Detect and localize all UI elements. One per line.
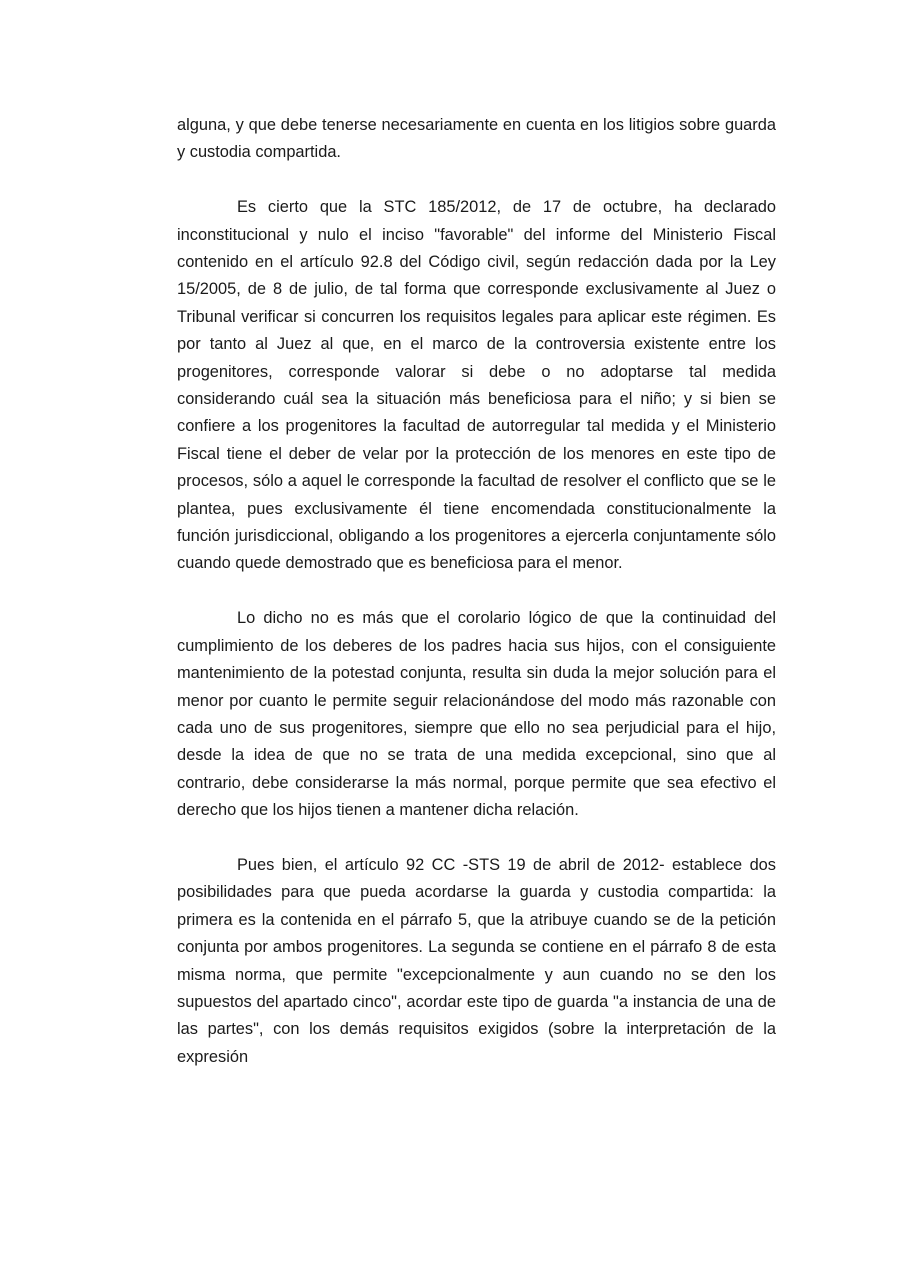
paragraph-stc-185-2012: Es cierto que la STC 185/2012, de 17 de octubre, ha declarado inconstitucional y nulo el inciso "favorable" del informe del Ministerio Fiscal contenido en el artículo 92.8 del Código civil, según redacción dada por la Ley 15/2005, de 8 de julio, de tal forma que corresponde exclusivamente al Juez o Tribunal verificar si concurren los requisitos legales para aplicar este régimen. Es por tanto al Juez al que, en el marco de la controversia existente entre los progenitores, corresponde valorar si debe o no adoptarse tal medida considerando cuál sea la situación más beneficiosa para el niño; y si bien se confiere a los progenitores la facultad de autorregular tal medida y el Ministerio Fiscal tiene el deber de velar por la protección de los menores en este tipo de procesos, sólo a aquel le corresponde la facultad de resolver el conflicto que se le plantea, pues exclusivamente él tiene encomendada constitucionalmente la función jurisdiccional, obligando a los progenitores a ejercerla conjuntamente sólo cuando quede demostrado que es beneficiosa para el menor. — [177, 198, 776, 573]
body-text — [177, 112, 776, 1071]
paragraph-continuation: alguna, y que debe tenerse necesariamente en cuenta en los litigios sobre guarda y custodia compartida. — [177, 116, 776, 162]
paragraph-articulo-92: Pues bien, el artículo 92 CC -STS 19 de abril de 2012- establece dos posibilidades para que pueda acordarse la guarda y custodia compartida: la primera es la contenida en el párrafo 5, que la atribuye cuando se de la petición conjunta por ambos progenitores. La segunda se contiene en el párrafo 8 de esta misma norma, que permite "excepcionalmente y aun cuando no se den los supuestos del apartado cinco", acordar este tipo de guarda "a instancia de una de las partes", con los demás requisitos exigidos (sobre la interpretación de la expresión — [177, 855, 776, 1066]
paragraph-corolario: Lo dicho no es más que el corolario lógico de que la continuidad del cumplimiento de los deberes de los padres hacia sus hijos, con el consiguiente mantenimiento de la potestad conjunta, resulta sin duda la mejor solución para el menor por cuanto le permite seguir relacionándose del modo más razonable con cada uno de sus progenitores, siempre que ello no sea perjudicial para el hijo, desde la idea de que no se trata de una medida excepcional, sino que al contrario, debe considerarse la más normal, porque permite que sea efectivo el derecho que los hijos tienen a mantener dicha relación. — [177, 609, 776, 820]
